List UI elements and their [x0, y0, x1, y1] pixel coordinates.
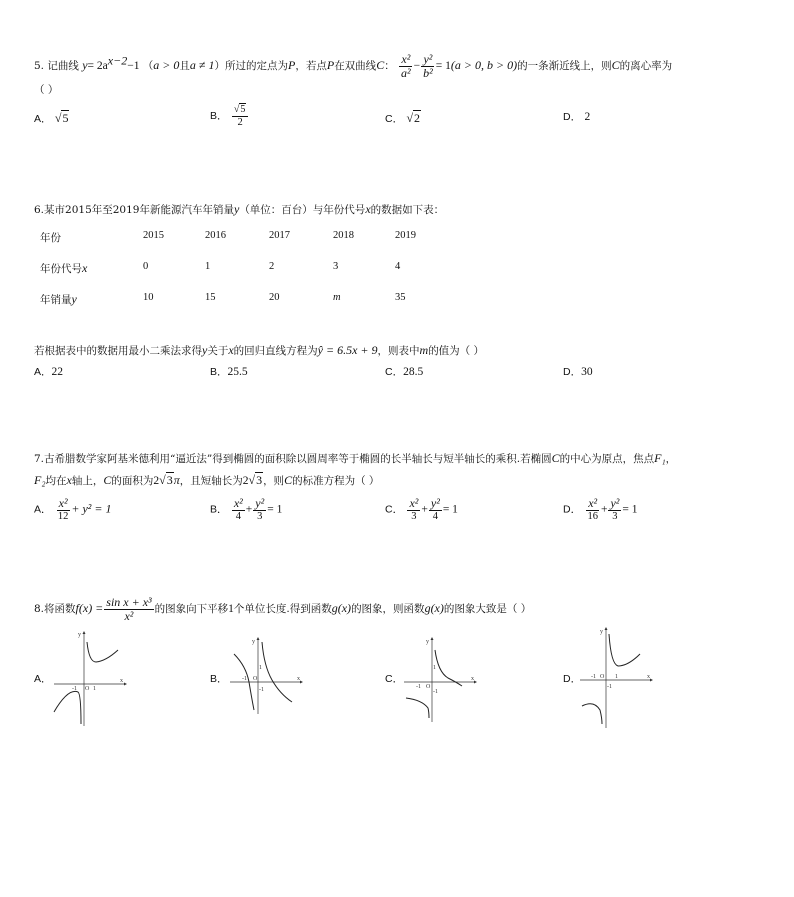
q5-blank: （ ）: [34, 84, 59, 96]
q8-graph-c[interactable]: [402, 636, 482, 730]
option-label: D．: [563, 111, 582, 123]
q5-math: a > 0: [153, 58, 180, 73]
q6-option-c[interactable]: [385, 366, 423, 380]
q7-math: 2: [242, 475, 249, 487]
q5-var: C: [376, 58, 385, 73]
q7-var: C: [284, 473, 293, 487]
q5-number: 5.: [34, 60, 45, 73]
label-var: x: [82, 261, 88, 275]
q7-option-c[interactable]: C． $\frac{\text{x²}}{3}$ + $\frac{\text{y²}}{4}$ = 1: [385, 496, 458, 522]
frac-den: a²: [401, 65, 411, 80]
graph-tick-label: -1: [591, 674, 596, 680]
label-text: 年销量: [40, 294, 72, 306]
frac-num: x²: [588, 496, 598, 510]
option-label: D．: [563, 673, 582, 685]
table-cell: 20: [269, 292, 280, 303]
q7-text: ，: [665, 453, 677, 465]
graph-tick-label: -1: [242, 676, 247, 682]
q5-frac-b: $\frac{√5}{2}$: [232, 104, 249, 128]
q8-option-a[interactable]: [34, 673, 52, 686]
q5-text: 所过的定点为: [225, 60, 288, 73]
option-label: B．: [210, 673, 228, 685]
q6-text: 的数据如下表：: [370, 204, 445, 216]
q8-math: 1: [228, 603, 234, 616]
q7-text: 的标准方程为（ ）: [292, 475, 380, 487]
option-value: 25.5: [227, 366, 248, 378]
table-cell: 10: [143, 292, 154, 303]
radicand: 5: [62, 111, 69, 125]
table-row-label: 年份: [40, 232, 61, 244]
graph-tick-label: 1: [433, 665, 436, 671]
q6-text: 某市2015年至2019年新能源汽车年销量: [44, 204, 234, 216]
frac-num: y²: [610, 496, 620, 510]
q6-text: 关于: [207, 345, 229, 357]
q5-math: (a > 0, b > 0): [450, 58, 518, 73]
q7-option-a[interactable]: [34, 497, 111, 522]
q8-graph-b[interactable]: [228, 636, 308, 720]
q8-frac: [104, 596, 153, 622]
table-cell: 2016: [205, 230, 226, 241]
q7-text: 均在: [45, 475, 67, 487]
graph-origin-label: O: [426, 684, 431, 690]
q7-text: 轴上，: [71, 475, 104, 487]
option-label: A．: [34, 673, 52, 685]
graph-tick-label: 1: [615, 674, 618, 680]
q5-math: = 1: [435, 60, 451, 73]
q6-stem: [34, 202, 444, 217]
graph-origin-label: O: [600, 674, 605, 680]
frac-num: x²: [409, 496, 419, 510]
q6-text: ，则表中: [377, 345, 420, 357]
q5-var: C: [611, 58, 620, 73]
q6-math: ŷ = 6.5x + 9: [317, 343, 378, 357]
graph-y-label: y: [426, 639, 429, 645]
frac-den: 3: [411, 510, 417, 522]
radicand: 5: [240, 104, 246, 115]
table-cell: 2015: [143, 230, 164, 241]
table-cell: 15: [205, 292, 216, 303]
frac: [608, 497, 621, 522]
q5-text: 的一条渐近线上，则: [517, 60, 612, 73]
table-cell: 35: [395, 292, 406, 303]
q6-text: 的值为（ ）: [428, 345, 485, 357]
q7-stem-line2: [34, 473, 379, 489]
q5-text: ，若点: [295, 60, 327, 73]
graph-tick-label: -1: [72, 686, 77, 692]
table-cell: 2019: [395, 230, 416, 241]
q7-option-d[interactable]: D． $\frac{\text{x²}}{16}$ + $\frac{\text{y²}}{3}$ = 1: [563, 496, 638, 522]
q7-var: x: [66, 473, 72, 487]
frac-num: x²: [401, 52, 411, 66]
q6-text: （单位：百台）与年份代号: [239, 204, 366, 216]
q6-text: 的回归直线方程为: [233, 345, 318, 357]
q5-math: −1: [127, 60, 140, 73]
option-value: 30: [581, 366, 593, 378]
graph-y-label: y: [600, 629, 603, 635]
q7-var: C: [103, 473, 112, 487]
q5-text: 且: [179, 60, 190, 73]
frac: [407, 497, 420, 522]
q6-option-b[interactable]: [210, 366, 248, 380]
sqrt: √2: [406, 111, 421, 125]
option-label: C．: [385, 113, 404, 125]
q5-math: a ≠ 1: [189, 58, 215, 73]
graph-origin-label: O: [85, 686, 90, 692]
q5-option-b[interactable]: [210, 104, 249, 128]
option-label: A．: [34, 113, 52, 125]
graph-origin-label: O: [253, 676, 258, 682]
label-var: y: [71, 292, 77, 306]
frac-den: b²: [423, 65, 433, 80]
q5-frac-y: [421, 53, 435, 79]
frac: [232, 497, 245, 522]
q7-math: π: [173, 473, 180, 487]
q5-math: = 2a: [87, 60, 108, 73]
q5-var: y: [82, 58, 88, 73]
sqrt: √3: [159, 473, 173, 487]
frac-den: 16: [587, 510, 598, 522]
q5-option-d[interactable]: [563, 111, 590, 125]
frac: [253, 497, 266, 522]
option-value: 22: [51, 366, 64, 378]
graph-y-label: y: [252, 639, 255, 645]
label-text: 年份代号: [40, 263, 82, 275]
graph-x-label: x: [647, 674, 650, 680]
frac-den: 12: [57, 510, 69, 522]
q6-var: x: [228, 343, 234, 357]
option-label: C．: [385, 366, 404, 378]
q5-exp: x−2: [107, 53, 128, 68]
radicand: 2: [414, 111, 421, 125]
sqrt: √5: [54, 111, 69, 125]
q5-option-c[interactable]: [385, 111, 421, 126]
graph-tick-label: -1: [259, 687, 264, 693]
table-cell: 0: [143, 261, 149, 272]
frac: [56, 497, 71, 522]
graph-x-label: x: [120, 678, 123, 684]
frac-num: sin x + x³: [106, 595, 152, 609]
frac-num: y²: [255, 496, 265, 510]
option-math: = 1: [267, 503, 283, 516]
q6-var: y: [202, 343, 208, 357]
graph-tick-label: -1: [607, 684, 612, 690]
q5-frac-x: [399, 53, 413, 79]
q6-var: x: [365, 202, 371, 216]
option-value: 2: [584, 111, 591, 123]
option-value: 28.5: [403, 366, 424, 378]
q8-stem: [34, 596, 531, 622]
q8-option-c[interactable]: [385, 673, 403, 686]
graph-tick-label: -1: [416, 684, 421, 690]
option-math: + y² = 1: [71, 501, 112, 516]
q6-number: 6.: [34, 204, 45, 216]
frac-den: 2: [237, 116, 243, 128]
option-label: B．: [210, 109, 228, 122]
q6-var: m: [419, 343, 429, 357]
table-row-label: [40, 292, 77, 307]
q8-text: 的图象大致是（ ）: [443, 603, 532, 616]
graph-y-label: y: [78, 632, 81, 638]
frac-den: 4: [235, 510, 241, 522]
option-label: D．: [563, 366, 582, 378]
q8-text: 将函数: [44, 603, 76, 616]
q7-text: 的中心为原点，焦点: [559, 453, 655, 465]
option-math: = 1: [622, 503, 638, 516]
frac-den: 4: [432, 510, 438, 522]
q7-option-b[interactable]: B． $\frac{\text{x²}}{4}$ + $\frac{\text{y²}}{3}$ = 1: [210, 496, 283, 522]
option-label: B．: [210, 503, 228, 516]
graph-x-label: x: [471, 676, 474, 682]
table-cell: 3: [333, 261, 339, 272]
q8-text: 个单位长度.得到函数: [233, 603, 332, 616]
radicand: 3: [256, 473, 263, 487]
option-label: C．: [385, 503, 404, 516]
table-cell: 2: [269, 261, 275, 272]
table-cell: m: [333, 292, 341, 303]
q8-math: g(x): [331, 601, 352, 616]
option-label: B．: [210, 366, 228, 378]
q8-graph-a[interactable]: [50, 628, 130, 732]
q7-stem-line1: [34, 451, 676, 466]
q7-var: C: [551, 451, 560, 465]
q8-math: f(x) =: [75, 601, 104, 616]
q7-text: 古希腊数学家阿基米德利用“逼近法”得到椭圆的面积除以圆周率等于椭圆的长半轴长与短半轴长的乘积.若椭圆: [44, 453, 552, 465]
q5-stem: [34, 53, 672, 79]
graph-tick-label: 1: [259, 665, 262, 671]
q5-text: ）: [214, 60, 225, 73]
q5-var: P: [326, 58, 335, 73]
graph-tick-label: 1: [93, 686, 96, 692]
q6-text: 若根据表中的数据用最小二乘法求得: [34, 345, 202, 357]
q6-var: y: [233, 202, 240, 216]
table-cell: 2018: [333, 230, 354, 241]
q5-math: −: [413, 60, 421, 73]
q8-number: 8.: [34, 603, 45, 616]
q7-var: F₂: [34, 473, 46, 487]
q7-var: F₁: [654, 451, 666, 465]
q5-text: 的离心率为: [619, 60, 673, 73]
q5-text: 在双曲线: [334, 60, 377, 73]
frac-num: y²: [430, 496, 440, 510]
q8-math: g(x): [424, 601, 444, 616]
q7-math: 2: [153, 475, 160, 487]
q5-text: ：: [384, 60, 395, 73]
table-row-label: [40, 261, 87, 276]
frac-den: 3: [257, 510, 263, 522]
q8-text: 的图象向下平移: [154, 603, 229, 616]
q8-option-b[interactable]: [210, 673, 228, 686]
graph-x-label: x: [297, 676, 300, 682]
table-cell: 4: [395, 261, 401, 272]
option-math: = 1: [442, 503, 458, 516]
q6-question: [34, 343, 484, 358]
frac-den: 3: [612, 510, 618, 522]
graph-tick-label: -1: [433, 689, 438, 695]
q6-option-a[interactable]: [34, 366, 63, 380]
radicand: 3: [166, 473, 173, 487]
frac: [429, 497, 442, 522]
frac-num: x²: [233, 496, 243, 510]
q5-text: （: [142, 60, 154, 73]
q7-number: 7.: [34, 453, 45, 465]
frac-num: x²: [58, 496, 68, 510]
q5-var: P: [288, 58, 296, 73]
q8-graph-d[interactable]: [576, 624, 656, 734]
q5-option-a[interactable]: [34, 111, 69, 126]
sqrt: √3: [248, 473, 263, 487]
option-label: A．: [34, 366, 52, 378]
q7-text: ，且短轴长为: [179, 475, 243, 487]
option-label: A．: [34, 503, 52, 516]
q5-text: 记曲线: [47, 60, 79, 73]
q8-text: 的图象，则函数: [351, 603, 425, 616]
table-cell: 1: [205, 261, 211, 272]
q6-option-d[interactable]: [563, 366, 593, 380]
frac: [585, 497, 600, 522]
table-cell: 2017: [269, 230, 290, 241]
q7-text: ，则: [263, 475, 285, 487]
option-label: C．: [385, 673, 404, 685]
frac-den: x²: [124, 608, 134, 623]
q7-text: 的面积为: [111, 475, 154, 487]
frac-num: y²: [423, 52, 433, 66]
option-label: D．: [563, 503, 582, 516]
